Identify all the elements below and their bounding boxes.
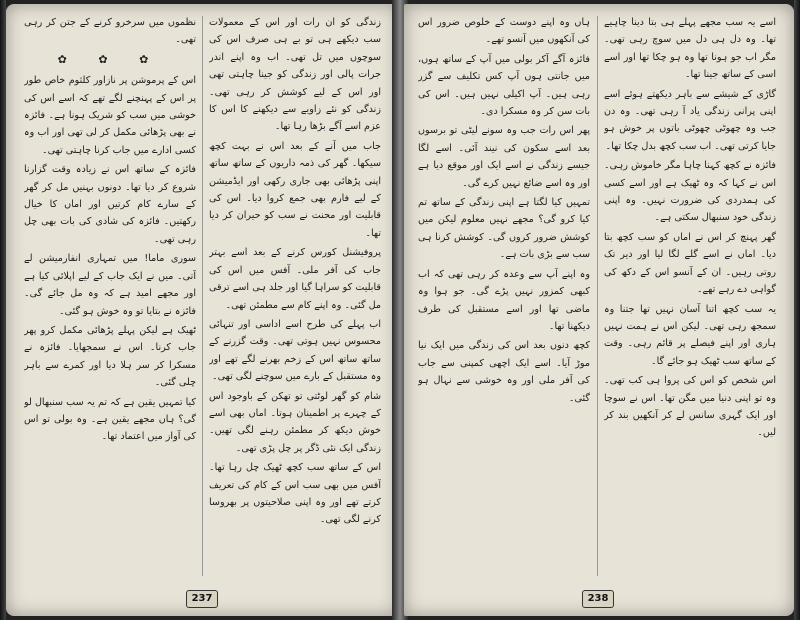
paragraph: تمہیں کیا لگتا ہے اپنی زندگی کے ساتھ تم کیا کرو گی؟ مجھے نہیں معلوم لیکن میں کوشش ضرور کروں گی۔ کوشش کرنا ہی سب سے بڑی بات ہے۔: [418, 197, 590, 261]
paragraph: اب پہلے کی طرح اسے اداسی اور تنہائی محسوس نہیں ہوتی تھی۔ وقت گزرنے کے ساتھ ساتھ اس کے زخم بھرنے لگے تھے اور وہ مستقبل کے بارے میں سوچنے لگی تھی۔: [209, 318, 381, 383]
paragraph: یہ سب کچھ اتنا آسان نہیں تھا جتنا وہ سمجھ رہی تھی۔ لیکن اس نے ہمت نہیں ہاری اور اپنے فیصلے پر قائم رہی۔ وقت کے ساتھ سب ٹھیک ہو جائے گا۔: [604, 303, 776, 367]
paragraph: زندگی کو ان رات اور اس کے معمولات سب دیکھے ہی تو بے ہی صرف اس کی سوچوں میں تل تھی۔ اب وہ اپنے اندر جرات پالی اور زندگی کو جینا چاہتی تھی اور اس کے لیے کوشش کر رہی تھی۔ زندگی کو نئے زاویے سے دیکھنے کا اس کا عزم اسے آگے بڑھا رہا تھا۔: [209, 17, 381, 133]
scan-edge-right: [794, 0, 800, 620]
paragraph: وہ اپنے آپ سے وعدہ کر رہی تھی کہ اب کبھی کمزور نہیں پڑے گی۔ جو ہوا وہ ماضی تھا اور اسے مستقبل کی طرف دیکھنا تھا۔: [418, 268, 590, 332]
left-page-column-left: [24, 14, 196, 579]
column-divider: [597, 16, 598, 576]
paragraph: اس شخص کو اس کی پروا ہی کب تھی۔ وہ تو اپنی دنیا میں مگن تھا۔ اس نے سوچا اور ایک گہری سانس لے کر آنکھیں بند کر لیں۔: [604, 375, 776, 439]
paragraph: سوری ماما! میں تمہاری انفارمیشن لے آتی۔ میں نے ایک جاب کے لیے اپلائی کیا ہے اور مجھے امید ہے کہ وہ مل جائے گی۔ فائزہ نے بتایا تو وہ خوش ہو گئی۔: [24, 253, 196, 317]
column-divider: [202, 16, 203, 576]
paragraph: پھر اس رات جب وہ سونے لیٹی تو برسوں بعد اسے سکون کی نیند آئی۔ اسے لگا جیسے زندگی نے اسے ایک اور موقع دیا ہے اور وہ اسے ضائع نہیں کرے گی۔: [418, 125, 590, 189]
paragraph: گھر پہنچ کر اس نے اماں کو سب کچھ بتا دیا۔ اماں نے اسے گلے لگا لیا اور دیر تک روتی رہیں۔ ان کے آنسو اس کے دکھ کی گواہی دے رہے تھے۔: [604, 231, 776, 296]
section-ornament: ✿ ✿ ✿: [57, 52, 163, 66]
paragraph: ٹھیک ہے لیکن پہلے پڑھائی مکمل کرو پھر جاب کرنا۔ اس نے سمجھایا۔ فائزہ نے مسکرا کر سر ہلا دیا اور کمرے سے باہر چلی گئی۔: [24, 324, 196, 389]
left-page: [6, 4, 398, 616]
right-page-column-right: [604, 14, 776, 579]
paragraph: اس کے ساتھ سب کچھ ٹھیک چل رہا تھا۔ آفس میں بھی سب اس کے کام کی تعریف کرتے تھے اور وہ اپنی صلاحیتوں پر بھروسا کرنے لگی تھی۔: [209, 462, 381, 526]
paragraph: فائزہ کے ساتھ اس نے زیادہ وقت گزارنا شروع کر دیا تھا۔ دونوں بہنیں مل کر گھر کے سارے کام کرتیں اور اماں کا خیال رکھتیں۔ فائزہ کی شادی کی بات بھی چل رہی تھی۔: [24, 164, 196, 245]
paragraph: فائزہ نے کچھ کہنا چاہا مگر خاموش رہی۔ اس نے کہا کہ وہ ٹھیک ہے اور اسے کسی کی ہمدردی کی ضرورت نہیں۔ وہ اپنی زندگی خود سنبھال سکتی ہے۔: [604, 160, 776, 224]
left-page-column-right: [209, 14, 381, 579]
right-page-column-left: [418, 14, 590, 579]
page-number: 237: [186, 590, 218, 608]
paragraph: کیا تمہیں یقین ہے کہ تم یہ سب سنبھال لو گی؟ ہاں مجھے یقین ہے۔ وہ بولی تو اس کی آواز میں اعتماد تھا۔: [24, 396, 196, 443]
paragraph: جاب میں آنے کے بعد اس نے بہت کچھ سیکھا۔ گھر کی ذمہ داریوں کے ساتھ ساتھ اپنی پڑھائی بھی جاری رکھی اور ایڈمیشن کے لیے فارم بھی جمع کروا دیا۔ اس کی قابلیت اور محنت نے سب کو حیران کر دیا تھا۔: [209, 140, 381, 239]
paragraph: شام کو گھر لوٹتی تو تھکن کے باوجود اس کے چہرے پر اطمینان ہوتا۔ اماں بھی اسے خوش دیکھ کر مطمئن رہنے لگی تھیں۔ زندگی ایک نئی ڈگر پر چل پڑی تھی۔: [209, 390, 381, 454]
paragraph: کچھ دنوں بعد اس کی زندگی میں ایک نیا موڑ آیا۔ اسے ایک اچھی کمپنی سے جاب کی آفر ملی اور وہ خوشی سے نہال ہو گئی۔: [418, 340, 590, 404]
page-number: 238: [582, 590, 614, 608]
paragraph: پروفیشنل کورس کرنے کے بعد اسے بہتر جاب کی آفر ملی۔ آفس میں اس کی قابلیت کو سراہا گیا اور جلد ہی اسے ترقی مل گئی۔ وہ اپنے کام سے مطمئن تھی۔: [209, 247, 381, 311]
paragraph: فائزہ آگے آکر بولی میں آپ کے ساتھ ہوں، میں جانتی ہوں آپ کس تکلیف سے گزر رہی ہیں۔ آپ اکیلی نہیں ہیں۔ اس کی بات سن کر وہ مسکرا دی۔: [418, 53, 590, 118]
paragraph: نظموں میں سرخرو کرنے کے جتن کر رہی تھی۔: [24, 17, 196, 46]
paragraph: اسے یہ سب مجھے پہلے ہی بتا دینا چاہیے تھا۔ وہ دل ہی دل میں سوچ رہی تھی۔ مگر اب جو ہونا تھا وہ ہو چکا تھا اور اسے اسی کے ساتھ جینا تھا۔: [604, 17, 776, 81]
paragraph: اس کے پرموشن پر نازاور کلثوم خاص طور پر اس کے پہنچنے لگے تھے کہ اسے اس کی خوشی میں سب کو شریک ہونا ہے۔ فائزہ نے بھی پڑھائی مکمل کر لی تھی اور اب وہ کسی ادارے میں جاب کرنا چاہتی تھی۔: [24, 75, 196, 156]
paragraph: ہاں وہ اپنے دوست کے خلوص ضرور اس کی آنکھوں میں آنسو تھے۔: [418, 17, 590, 46]
paragraph: گاڑی کے شیشے سے باہر دیکھتے ہوئے اسے اپنی پرانی زندگی یاد آ رہی تھی۔ وہ دن جب وہ چھوٹی چھوٹی باتوں پر خوش ہو جایا کرتی تھی۔ اب سب کچھ بدل چکا تھا۔: [604, 88, 776, 152]
right-page: [404, 4, 794, 616]
